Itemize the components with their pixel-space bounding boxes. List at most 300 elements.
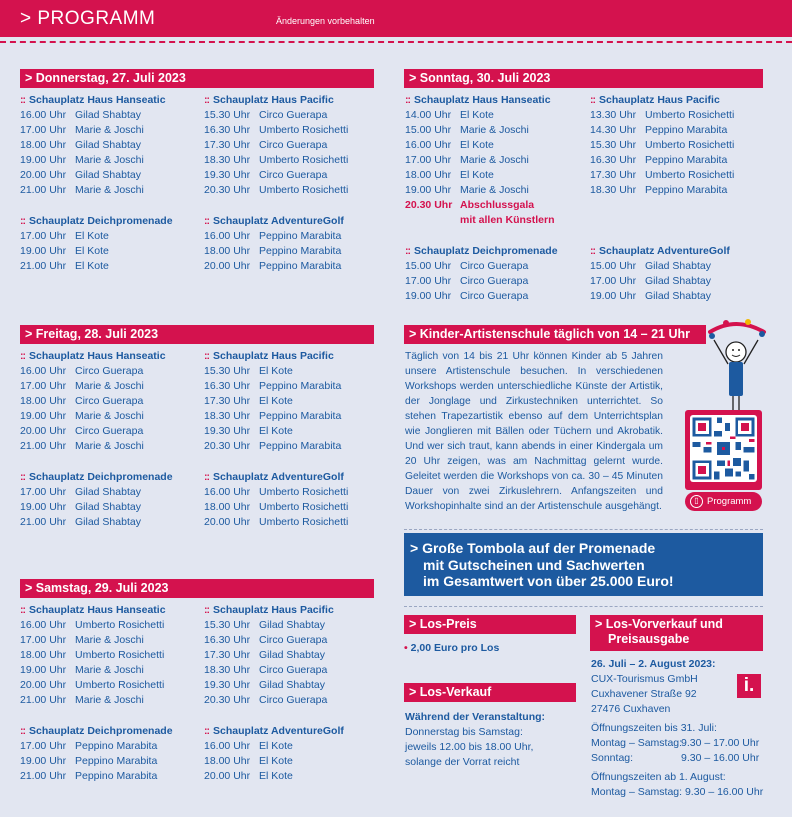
- schedule-time: 17.30 Uhr: [590, 169, 637, 181]
- programm-button[interactable]: [685, 492, 762, 511]
- venue-marker-icon: ::: [204, 350, 209, 362]
- schedule-act: Marie & Joschi: [75, 440, 144, 452]
- schedule-row: [590, 183, 734, 198]
- venue-heading: [405, 244, 558, 259]
- programm-button-label: Programm: [707, 496, 752, 507]
- venue-marker-icon: ::: [204, 471, 209, 483]
- schedule-act: El Kote: [259, 365, 293, 377]
- venue-marker-icon: ::: [204, 215, 209, 227]
- schedule-time: 17.30 Uhr: [204, 139, 251, 151]
- vorverkauf-address-3: 27476 Cuxhaven: [591, 703, 671, 715]
- schedule-act: Gilad Shabtay: [75, 139, 141, 151]
- schedule-act: Marie & Joschi: [75, 380, 144, 392]
- schedule-act: Peppino Marabita: [75, 755, 158, 767]
- vorverkauf-address-1: CUX-Tourismus GmbH: [591, 673, 698, 685]
- schedule-time: 16.00 Uhr: [405, 139, 452, 151]
- schedule-act: Umberto Rosichetti: [645, 139, 735, 151]
- info-icon: i.: [737, 674, 761, 698]
- schedule-time: 17.00 Uhr: [405, 154, 452, 166]
- schedule-time: 17.00 Uhr: [20, 740, 67, 752]
- schedule-time: 16.00 Uhr: [204, 486, 251, 498]
- schedule-block: [405, 93, 555, 228]
- qr-code-icon[interactable]: [690, 415, 757, 482]
- schedule-act: Peppino Marabita: [259, 245, 342, 257]
- schedule-row: [590, 274, 730, 289]
- schedule-act: El Kote: [75, 245, 109, 257]
- schedule-act: Circo Guerapa: [259, 139, 328, 151]
- schedule-row: [20, 515, 173, 530]
- schedule-time: 20.00 Uhr: [204, 516, 251, 528]
- schedule-block: [20, 349, 166, 454]
- page-title: > PROGRAMM: [20, 8, 156, 29]
- schedule-act: Umberto Rosichetti: [259, 154, 349, 166]
- schedule-row: [204, 123, 348, 138]
- venue-name: Schauplatz Haus Hanseatic: [414, 94, 551, 106]
- schedule-act: Gilad Shabtay: [645, 275, 711, 287]
- schedule-time: 18.00 Uhr: [204, 245, 251, 257]
- losverkauf-line-2: jeweils 12.00 bis 18.00 Uhr,: [405, 741, 534, 753]
- hours2-row-1: Montag – Samstag: 9.30 – 16.00 Uhr: [591, 786, 764, 798]
- venue-name: Schauplatz Haus Hanseatic: [29, 350, 166, 362]
- schedule-act: Umberto Rosichetti: [259, 184, 349, 196]
- schedule-time: 16.00 Uhr: [20, 619, 67, 631]
- vorverkauf-header: [590, 615, 763, 651]
- hours1-row-2-label: Sonntag:: [591, 752, 634, 764]
- schedule-row: [20, 394, 166, 409]
- schedule-block: [20, 724, 173, 784]
- schedule-time: 21.00 Uhr: [20, 770, 67, 782]
- schedule-time: 19.00 Uhr: [590, 290, 637, 302]
- schedule-act: Umberto Rosichetti: [259, 501, 349, 513]
- venue-heading: [20, 470, 173, 485]
- schedule-time: 18.00 Uhr: [20, 395, 67, 407]
- schedule-time: 17.00 Uhr: [20, 634, 67, 646]
- schedule-time: 18.00 Uhr: [405, 169, 452, 181]
- schedule-act: Peppino Marabita: [645, 154, 728, 166]
- schedule-row: [204, 138, 348, 153]
- venue-name: Schauplatz Deichpromenade: [29, 471, 173, 483]
- venue-marker-icon: ::: [405, 94, 410, 106]
- schedule-time: 21.00 Uhr: [20, 516, 67, 528]
- tombola-line-1: > Große Tombola auf der Promenade: [410, 540, 656, 556]
- bullet-icon: •: [404, 642, 408, 654]
- schedule-act: Gilad Shabtay: [259, 649, 325, 661]
- schedule-time: 16.30 Uhr: [204, 124, 251, 136]
- schedule-act: Peppino Marabita: [259, 380, 342, 392]
- schedule-act: Peppino Marabita: [259, 230, 342, 242]
- schedule-block: [20, 214, 173, 274]
- schedule-time: 20.00 Uhr: [204, 260, 251, 272]
- hours1-row-2-value: 9.30 – 16.00 Uhr: [681, 752, 760, 764]
- schedule-act: Peppino Marabita: [259, 260, 342, 272]
- schedule-time: 16.00 Uhr: [20, 109, 67, 121]
- schedule-act: Gilad Shabtay: [645, 290, 711, 302]
- schedule-time: 16.30 Uhr: [590, 154, 637, 166]
- schedule-row: [20, 739, 173, 754]
- schedule-row: [590, 123, 734, 138]
- losverkauf-line-3: solange der Vorrat reicht: [405, 756, 520, 768]
- venue-name: Schauplatz Deichpromenade: [414, 245, 558, 257]
- schedule-row: [20, 633, 166, 648]
- schedule-row: [20, 259, 173, 274]
- schedule-time: 21.00 Uhr: [20, 260, 67, 272]
- schedule-act: Gilad Shabtay: [645, 260, 711, 272]
- schedule-block: [20, 470, 173, 530]
- schedule-act: El Kote: [75, 260, 109, 272]
- venue-name: Schauplatz Haus Hanseatic: [29, 94, 166, 106]
- schedule-row: [590, 153, 734, 168]
- schedule-time: 13.30 Uhr: [590, 109, 637, 121]
- lospreis-price: 2,00 Euro pro Los: [410, 642, 500, 654]
- schedule-time: 20.30 Uhr: [204, 694, 251, 706]
- schedule-time: 18.00 Uhr: [204, 755, 251, 767]
- schedule-row: [405, 259, 558, 274]
- schedule-time: 16.00 Uhr: [204, 230, 251, 242]
- hours1-title: Öffnungszeiten bis 31. Juli:: [591, 722, 717, 734]
- vorverkauf-dates: 26. Juli – 2. August 2023:: [591, 658, 716, 670]
- schedule-row: [204, 515, 348, 530]
- schedule-act: Marie & Joschi: [75, 410, 144, 422]
- schedule-time: 16.30 Uhr: [204, 634, 251, 646]
- schedule-time: 17.30 Uhr: [204, 395, 251, 407]
- schedule-act: Marie & Joschi: [75, 634, 144, 646]
- schedule-time: 19.30 Uhr: [204, 169, 251, 181]
- schedule-row: [20, 754, 173, 769]
- schedule-row: [204, 633, 334, 648]
- schedule-time: 18.00 Uhr: [20, 139, 67, 151]
- schedule-row: [204, 153, 348, 168]
- schedule-row: [20, 769, 173, 784]
- schedule-act: Gilad Shabtay: [75, 486, 141, 498]
- schedule-act: Gilad Shabtay: [75, 109, 141, 121]
- schedule-act: Circo Guerapa: [259, 169, 328, 181]
- schedule-row: [20, 678, 166, 693]
- schedule-row: [20, 500, 173, 515]
- tombola-line-3: im Gesamtwert von über 25.000 Euro!: [423, 573, 674, 589]
- schedule-row: [204, 394, 341, 409]
- schedule-time: 19.00 Uhr: [405, 290, 452, 302]
- schedule-act: Peppino Marabita: [75, 740, 158, 752]
- gala-row: [405, 198, 555, 213]
- venue-marker-icon: ::: [590, 245, 595, 257]
- schedule-time: 18.30 Uhr: [204, 664, 251, 676]
- schedule-row: [204, 485, 348, 500]
- schedule-time: 17.30 Uhr: [204, 649, 251, 661]
- venue-name: Schauplatz Haus Pacific: [599, 94, 720, 106]
- vorverkauf-title-2: Preisausgabe: [608, 632, 690, 646]
- schedule-time: 16.00 Uhr: [20, 365, 67, 377]
- schedule-time: 21.00 Uhr: [20, 694, 67, 706]
- schedule-row: [405, 138, 555, 153]
- hours1-row-2: [591, 751, 759, 766]
- day-header-saturday: > Samstag, 29. Juli 2023: [20, 579, 374, 598]
- schedule-time: 15.30 Uhr: [204, 365, 251, 377]
- schedule-act: Gilad Shabtay: [259, 679, 325, 691]
- schedule-act: Circo Guerapa: [259, 634, 328, 646]
- schedule-row: [204, 693, 334, 708]
- schedule-row: [20, 409, 166, 424]
- venue-name: Schauplatz Haus Pacific: [213, 350, 334, 362]
- schedule-time: 15.00 Uhr: [405, 260, 452, 272]
- day-header-sunday: > Sonntag, 30. Juli 2023: [404, 69, 763, 88]
- schedule-row: [20, 138, 166, 153]
- venue-marker-icon: ::: [20, 471, 25, 483]
- stitch-divider: [0, 41, 792, 43]
- venue-marker-icon: ::: [590, 94, 595, 106]
- divider: [404, 529, 763, 530]
- schedule-time: 21.00 Uhr: [20, 440, 67, 452]
- schedule-time: 17.00 Uhr: [20, 486, 67, 498]
- schedule-act: Marie & Joschi: [75, 694, 144, 706]
- schedule-act: Circo Guerapa: [259, 664, 328, 676]
- schedule-row: [590, 168, 734, 183]
- schedule-time: 16.00 Uhr: [204, 740, 251, 752]
- schedule-act: Marie & Joschi: [75, 184, 144, 196]
- schedule-row: [20, 168, 166, 183]
- venue-heading: [20, 603, 166, 618]
- schedule-row: [204, 229, 344, 244]
- schedule-time: 19.00 Uhr: [405, 184, 452, 196]
- day-header-thursday: > Donnerstag, 27. Juli 2023: [20, 69, 374, 88]
- schedule-act: Circo Guerapa: [259, 109, 328, 121]
- venue-marker-icon: ::: [20, 725, 25, 737]
- schedule-row: [20, 379, 166, 394]
- schedule-act: Gilad Shabtay: [75, 501, 141, 513]
- schedule-block: [590, 244, 730, 304]
- schedule-time: 17.00 Uhr: [20, 124, 67, 136]
- schedule-time: 19.30 Uhr: [204, 679, 251, 691]
- schedule-act: Gilad Shabtay: [75, 169, 141, 181]
- schedule-time: 18.00 Uhr: [204, 501, 251, 513]
- schedule-row: [405, 168, 555, 183]
- schedule-act: Gilad Shabtay: [259, 619, 325, 631]
- schedule-row: [405, 289, 558, 304]
- venue-heading: [590, 93, 734, 108]
- schedule-act: Circo Guerapa: [75, 365, 144, 377]
- schedule-row: [204, 424, 341, 439]
- schedule-act: Umberto Rosichetti: [259, 516, 349, 528]
- schedule-row: [20, 485, 173, 500]
- venue-marker-icon: ::: [405, 245, 410, 257]
- schedule-time: 17.00 Uhr: [590, 275, 637, 287]
- venue-heading: [204, 724, 344, 739]
- schedule-row: [20, 663, 166, 678]
- schedule-act: Marie & Joschi: [75, 154, 144, 166]
- schedule-time: 20.00 Uhr: [204, 770, 251, 782]
- schedule-time: 14.00 Uhr: [405, 109, 452, 121]
- schedule-row: [204, 678, 334, 693]
- schedule-row: [405, 183, 555, 198]
- schedule-row: [405, 153, 555, 168]
- schedule-time: 18.30 Uhr: [204, 410, 251, 422]
- schedule-row: [20, 244, 173, 259]
- schedule-row: [20, 693, 166, 708]
- gala-time: 20.30 Uhr: [405, 199, 453, 211]
- schedule-row: [20, 153, 166, 168]
- hours1-row-1-label: Montag – Samstag:: [591, 737, 683, 749]
- schedule-row: [204, 739, 344, 754]
- schedule-time: 17.00 Uhr: [20, 230, 67, 242]
- schedule-time: 19.30 Uhr: [204, 425, 251, 437]
- schedule-row: [204, 168, 348, 183]
- schedule-act: Marie & Joschi: [75, 124, 144, 136]
- venue-name: Schauplatz AdventureGolf: [213, 471, 344, 483]
- schedule-time: 15.00 Uhr: [590, 260, 637, 272]
- schedule-act: Circo Guerapa: [75, 425, 144, 437]
- schedule-act: Umberto Rosichetti: [645, 109, 735, 121]
- schedule-block: [204, 93, 348, 198]
- tombola-line-2: mit Gutscheinen und Sachwerten: [423, 556, 645, 573]
- schedule-act: El Kote: [259, 770, 293, 782]
- schedule-time: 19.00 Uhr: [20, 410, 67, 422]
- venue-marker-icon: ::: [204, 725, 209, 737]
- kinder-text: Täglich von 14 bis 21 Uhr können Kinder ab 5 Jahren unsere Artistenschule besuchen. In verschiedenen Workshops werden unterschiedliche Künste der Artistik, der Jonglage und Zirkustechniken unterrichtet. So stehen Trapezartistik ebenso auf dem Unterrichtsplan wie Jonglieren mit Bällen oder Tüchern und Akrobatik. Und wer sich traut, kann abends in einer Kindergala um 20 Uhr zeigen, was am Nachmittag gelernt wurde. Geleitet werden die Workshops von ca. 30 – 45 Minuten Dauer von zwei Zirkuslehrern. Anfangszeiten und Workshopinhalte sind an der Artistenschule ausgehängt.: [405, 351, 663, 512]
- schedule-time: 20.30 Uhr: [204, 440, 251, 452]
- losverkauf-subtitle: Während der Veranstaltung:: [405, 711, 546, 723]
- schedule-act: El Kote: [259, 740, 293, 752]
- schedule-block: [405, 244, 558, 304]
- schedule-time: 18.30 Uhr: [590, 184, 637, 196]
- schedule-block: [20, 93, 166, 198]
- vorverkauf-address-2: Cuxhavener Straße 92: [591, 688, 697, 700]
- schedule-time: 14.30 Uhr: [590, 124, 637, 136]
- schedule-block: [204, 470, 348, 530]
- schedule-row: [20, 439, 166, 454]
- schedule-act: Umberto Rosichetti: [75, 649, 165, 661]
- schedule-act: El Kote: [259, 395, 293, 407]
- schedule-time: 15.30 Uhr: [204, 109, 251, 121]
- schedule-act: Circo Guerapa: [75, 395, 144, 407]
- schedule-act: Peppino Marabita: [75, 770, 158, 782]
- venue-heading: [204, 349, 341, 364]
- tombola-banner: [404, 533, 763, 596]
- venue-heading: [405, 93, 555, 108]
- losverkauf-header: > Los-Verkauf: [404, 683, 576, 702]
- schedule-row: [20, 364, 166, 379]
- schedule-row: [20, 618, 166, 633]
- schedule-time: 19.00 Uhr: [20, 755, 67, 767]
- schedule-row: [405, 108, 555, 123]
- vorverkauf-title-1: > Los-Vorverkauf und: [595, 617, 723, 631]
- hours1-row-1: [591, 736, 759, 751]
- schedule-row: [405, 123, 555, 138]
- schedule-act: El Kote: [460, 169, 494, 181]
- schedule-time: 19.00 Uhr: [20, 501, 67, 513]
- schedule-row: [405, 274, 558, 289]
- schedule-block: [204, 349, 341, 454]
- venue-name: Schauplatz AdventureGolf: [213, 725, 344, 737]
- schedule-block: [204, 724, 344, 784]
- venue-name: Schauplatz Deichpromenade: [29, 725, 173, 737]
- juggler-figure-icon: [708, 318, 768, 413]
- schedule-act: El Kote: [460, 139, 494, 151]
- schedule-time: 15.30 Uhr: [590, 139, 637, 151]
- venue-name: Schauplatz AdventureGolf: [599, 245, 730, 257]
- venue-heading: [20, 349, 166, 364]
- schedule-row: [204, 754, 344, 769]
- gala-title: Abschlussgala: [460, 199, 535, 211]
- schedule-row: [204, 183, 348, 198]
- schedule-act: Peppino Marabita: [259, 440, 342, 452]
- venue-marker-icon: ::: [20, 604, 25, 616]
- schedule-row: [204, 663, 334, 678]
- schedule-time: 15.30 Uhr: [204, 619, 251, 631]
- schedule-act: Marie & Joschi: [75, 664, 144, 676]
- schedule-row: [20, 123, 166, 138]
- schedule-row: [20, 424, 166, 439]
- divider: [404, 606, 763, 607]
- schedule-row: [204, 108, 348, 123]
- schedule-time: 21.00 Uhr: [20, 184, 67, 196]
- schedule-row: [204, 648, 334, 663]
- lospreis-price-row: [404, 641, 499, 656]
- kinder-header: > Kinder-Artistenschule täglich von 14 – 21 Uhr: [404, 325, 706, 344]
- schedule-time: 17.00 Uhr: [20, 380, 67, 392]
- schedule-row: [204, 618, 334, 633]
- schedule-row: [204, 409, 341, 424]
- phone-icon: ▯: [690, 495, 703, 508]
- schedule-time: 20.00 Uhr: [20, 679, 67, 691]
- schedule-block: [590, 93, 734, 198]
- venue-name: Schauplatz Haus Hanseatic: [29, 604, 166, 616]
- schedule-act: Peppino Marabita: [259, 410, 342, 422]
- gala-subtitle: mit allen Künstlern: [460, 214, 555, 226]
- top-bar: [0, 0, 792, 37]
- schedule-time: 20.00 Uhr: [20, 169, 67, 181]
- venue-marker-icon: ::: [20, 215, 25, 227]
- venue-marker-icon: ::: [204, 94, 209, 106]
- hours2-title: Öffnungszeiten ab 1. August:: [591, 771, 726, 783]
- schedule-row: [204, 364, 341, 379]
- schedule-row: [590, 108, 734, 123]
- schedule-act: Umberto Rosichetti: [645, 169, 735, 181]
- schedule-block: [20, 603, 166, 708]
- schedule-act: Circo Guerapa: [460, 290, 529, 302]
- schedule-row: [590, 138, 734, 153]
- schedule-row: [204, 769, 344, 784]
- schedule-act: Peppino Marabita: [645, 124, 728, 136]
- schedule-row: [204, 500, 348, 515]
- venue-name: Schauplatz Haus Pacific: [213, 94, 334, 106]
- schedule-act: Circo Guerapa: [460, 260, 529, 272]
- schedule-row: [20, 183, 166, 198]
- schedule-act: Umberto Rosichetti: [259, 124, 349, 136]
- venue-heading: [204, 214, 344, 229]
- schedule-row: [590, 259, 730, 274]
- schedule-row: [590, 289, 730, 304]
- schedule-act: Marie & Joschi: [460, 124, 529, 136]
- venue-name: Schauplatz Haus Pacific: [213, 604, 334, 616]
- venue-heading: [204, 603, 334, 618]
- schedule-time: 18.30 Uhr: [204, 154, 251, 166]
- schedule-act: Gilad Shabtay: [75, 516, 141, 528]
- lospreis-header: > Los-Preis: [404, 615, 576, 634]
- venue-name: Schauplatz AdventureGolf: [213, 215, 344, 227]
- schedule-row: [20, 229, 173, 244]
- schedule-act: Marie & Joschi: [460, 184, 529, 196]
- schedule-time: 16.30 Uhr: [204, 380, 251, 392]
- losverkauf-line-1: Donnerstag bis Samstag:: [405, 726, 523, 738]
- venue-heading: [20, 724, 173, 739]
- schedule-time: 19.00 Uhr: [20, 664, 67, 676]
- venue-name: Schauplatz Deichpromenade: [29, 215, 173, 227]
- schedule-row: [204, 244, 344, 259]
- schedule-act: Circo Guerapa: [460, 275, 529, 287]
- schedule-time: 18.00 Uhr: [20, 649, 67, 661]
- schedule-row: [204, 259, 344, 274]
- venue-heading: [20, 214, 173, 229]
- schedule-time: 19.00 Uhr: [20, 154, 67, 166]
